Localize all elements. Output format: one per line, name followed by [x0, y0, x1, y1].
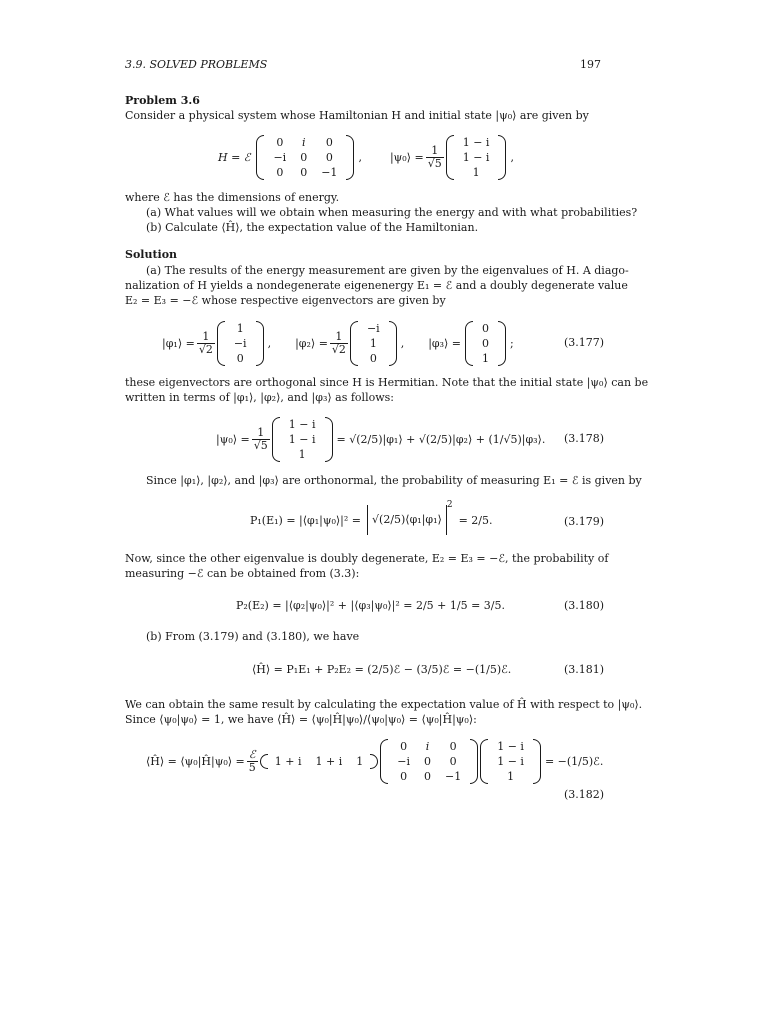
problem-intro: Consider a physical system whose Hamiltonian H and initial state |ψ₀⟩ are given by — [125, 109, 589, 122]
equation-expectation: ⟨Ĥ⟩ = P₁E₁ + P₂E₂ = (2/5)ℰ − (3/5)ℰ = −(1/5)ℰ. — [252, 663, 512, 676]
solution-p4-line2: measuring −ℰ can be obtained from (3.3): — [125, 567, 360, 580]
energy-note: where ℰ has the dimensions of energy. — [125, 191, 340, 204]
part-b: (b) Calculate ⟨Ĥ⟩, the expectation value of the Hamiltonian. — [146, 221, 479, 234]
problem-title: Problem 3.6 — [125, 94, 200, 107]
equation-eigenvectors: |φ₁⟩ = $\frac{1}{√2}$ 1 −i 0 , |φ₂⟩ = $\frac{1}{√2}$ −i 1 0 , |φ₃⟩ = 0 0 1 ; — [162, 321, 514, 365]
matrix-h-product: 0 i 0 −i 0 0 0 0 −1 — [380, 739, 478, 784]
equation-hamiltonian: H = ℰ 0 i 0 −i 0 0 0 0 −1 , |ψ₀⟩ = $\frac{1}{√5}$ 1 − i 1 − i 1 , — [218, 135, 514, 179]
h-lhs: H = ℰ — [218, 150, 251, 164]
running-header: 3.9. SOLVED PROBLEMS — [125, 58, 268, 71]
solution-p2-line2: written in terms of |φ₁⟩, |φ₂⟩, and |φ₃⟩ as follows: — [125, 391, 394, 404]
phi2-lhs: |φ₂⟩ = — [295, 336, 328, 350]
vector-phi1: 1 −i 0 — [217, 321, 264, 366]
equation-number-177: (3.177) — [564, 336, 605, 349]
equation-number-182: (3.182) — [564, 788, 605, 801]
equation-matrix-product: ⟨Ĥ⟩ = ⟨ψ₀|Ĥ|ψ₀⟩ = $\frac{\text{ℰ}}{5}$ 1 + i 1 + i 1 0 i 0 −i 0 0 0 0 −1 1 − i 1 − i 1 = −(1/5)ℰ. — [146, 739, 604, 783]
solution-p1-line3: E₂ = E₃ = −ℰ whose respective eigenvectors are given by — [125, 294, 446, 307]
solution-p1-line1: (a) The results of the energy measurement are given by the eigenvalues of H. A diago- — [146, 264, 629, 277]
part-a: (a) What values will we obtain when measuring the energy and with what probabilities? — [146, 206, 638, 219]
equation-number-181: (3.181) — [564, 663, 605, 676]
equation-expansion: |ψ₀⟩ = $\frac{1}{√5}$ 1 − i 1 − i 1 = √(2/5)|φ₁⟩ + √(2/5)|φ₂⟩ + (1/√5)|φ₃⟩. — [216, 417, 546, 461]
frac-1-sqrt5: $\frac{1}{√5}$ — [427, 143, 442, 170]
solution-p4-line1: Now, since the other eigenvalue is doubly degenerate, E₂ = E₃ = −ℰ, the probability of — [125, 552, 609, 565]
equation-number-178: (3.178) — [564, 432, 605, 445]
solution-p6-line1: We can obtain the same result by calculating the expectation value of Ĥ with respect to |ψ₀⟩. — [125, 698, 643, 711]
solution-p5: (b) From (3.179) and (3.180), we have — [146, 630, 360, 643]
phi3-lhs: |φ₃⟩ = — [428, 336, 462, 350]
expansion-rhs: = √(2/5)|φ₁⟩ + √(2/5)|φ₂⟩ + (1/√5)|φ₃⟩. — [336, 432, 546, 446]
equation-p1: P₁(E₁) = |⟨φ₁|ψ₀⟩|² = √(2/5)⟨φ₁|φ₁⟩ $^2$ = 2/5. — [250, 500, 492, 540]
vector-psi0-product: 1 − i 1 − i 1 — [480, 739, 541, 784]
psi-lhs: |ψ₀⟩ = — [389, 150, 424, 164]
row-vector: 1 + i 1 + i 1 — [260, 754, 378, 769]
abs-value: √(2/5)⟨φ₁|φ₁⟩ — [367, 505, 447, 535]
vector-phi2: −i 1 0 — [350, 321, 397, 366]
matrix-h: 0 i 0 −i 0 0 0 0 −1 — [256, 135, 354, 180]
solution-p1-line2: nalization of H yields a nondegenerate eigenenergy E₁ = ℰ and a doubly degenerate value — [125, 279, 628, 292]
equation-p2: P₂(E₂) = |⟨φ₂|ψ₀⟩|² + |⟨φ₃|ψ₀⟩|² = 2/5 + 1/5 = 3/5. — [236, 599, 506, 612]
equation-number-180: (3.180) — [564, 599, 605, 612]
page-number: 197 — [580, 58, 601, 71]
solution-p2-line1: these eigenvectors are orthogonal since H is Hermitian. Note that the initial state |ψ₀⟩ can be — [125, 376, 649, 389]
phi1-lhs: |φ₁⟩ = — [162, 336, 195, 350]
equation-number-179: (3.179) — [564, 515, 605, 528]
solution-p6-line2: Since ⟨ψ₀|ψ₀⟩ = 1, we have ⟨Ĥ⟩ = ⟨ψ₀|Ĥ|ψ₀⟩/⟨ψ₀|ψ₀⟩ = ⟨ψ₀|Ĥ|ψ₀⟩: — [125, 713, 477, 726]
vector-psi0: 1 − i 1 − i 1 — [446, 135, 507, 180]
vector-psi0-expansion: 1 − i 1 − i 1 — [272, 417, 333, 462]
solution-p3: Since |φ₁⟩, |φ₂⟩, and |φ₃⟩ are orthonormal, the probability of measuring E₁ = ℰ is given by — [146, 474, 642, 487]
vector-phi3: 0 0 1 — [465, 321, 506, 366]
solution-title: Solution — [125, 248, 178, 261]
